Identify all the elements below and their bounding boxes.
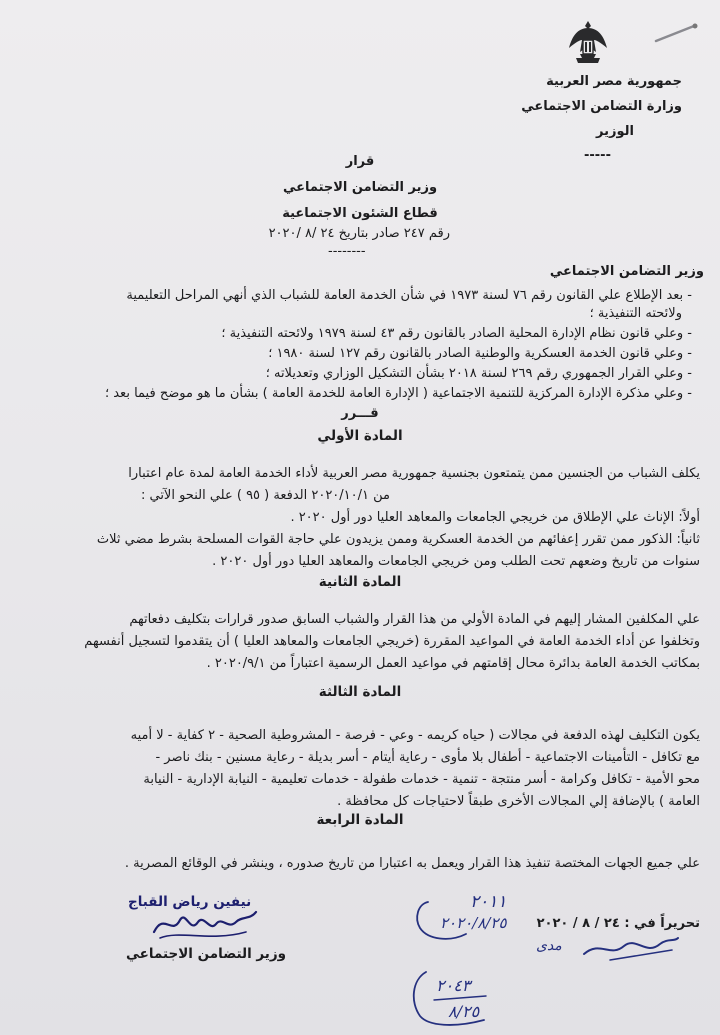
issue-date: تحريراً في : ٢٤ / ٨ / ٢٠٢٠ bbox=[536, 916, 700, 931]
decision-word: قرار bbox=[345, 154, 375, 169]
signer-name: نيفين رياض القباج bbox=[128, 894, 252, 910]
handwritten-note-1: ٢٠١١ bbox=[470, 892, 507, 912]
article-1-line-1: يكلف الشباب من الجنسين ممن يتمتعون بجنسية جمهورية مصر العربية لأداء الخدمة العامة لمدة عام اعتبارا bbox=[128, 466, 700, 481]
preamble-item-1-cont: ولائحته التنفيذية ؛ bbox=[589, 306, 682, 321]
preamble-item-3: - وعلي قانون الخدمة العسكرية والوطنية الصادر بالقانون رقم ١٢٧ لسنة ١٩٨٠ ؛ bbox=[268, 346, 692, 361]
article-1-title: المادة الأولي bbox=[317, 428, 403, 444]
article-1-line-4: ثانياً: الذكور ممن تقرر إعفائهم من الخدمة العسكرية وممن يزيدون علي حاجة القوات المسلحة بشرط مضي ثلاث bbox=[96, 532, 700, 547]
article-4-line-1: علي جميع الجهات المختصة تنفيذ هذا القرار ويعمل به اعتبارا من تاريخ صدوره ، وينشر في الوقائع المصرية . bbox=[124, 856, 700, 871]
article-1-line-2: من ٢٠٢٠/١٠/١ الدفعة ( ٩٥ ) علي النحو الآتي : bbox=[140, 488, 390, 503]
preamble-item-5: - وعلي مذكرة الإدارة المركزية للتنمية الاجتماعية ( الإدارة العامة للخدمة العامة ) بشأن ما هو موضح فيما بعد ؛ bbox=[104, 386, 692, 401]
decision-sector: قطاع الشئون الاجتماعية bbox=[282, 206, 438, 221]
preamble-item-1: - بعد الإطلاع علي القانون رقم ٧٦ لسنة ١٩٧٣ في شأن الخدمة العامة للشباب الذي أنهي المراحل التعليمية bbox=[126, 288, 692, 303]
article-1-line-5: سنوات من تاريخ وضعهم تحت الطلب ومن خريجي الجامعات والمعاهد العليا دور أول ٢٠٢٠ . bbox=[212, 554, 700, 569]
preamble-decided: قـــرر bbox=[341, 406, 379, 421]
handwritten-note-5: ٨/٢٥ bbox=[448, 1002, 480, 1021]
signer-title: وزير التضامن الاجتماعي bbox=[126, 946, 287, 962]
signature-icon bbox=[150, 902, 260, 946]
header-divider: ----- bbox=[584, 148, 611, 163]
header-office: الوزير bbox=[596, 124, 634, 139]
article-3-line-3: محو الأمية - تكافل وكرامة - أسر منتجة - تنمية - خدمات طفولة - خدمات تعليمية - النيابة الإدارية - النيابة bbox=[143, 772, 700, 787]
preamble-minister: وزير التضامن الاجتماعي bbox=[549, 264, 704, 279]
header-country: جمهورية مصر العربية bbox=[546, 74, 682, 89]
article-3-title: المادة الثالثة bbox=[318, 684, 402, 700]
article-1-line-3: أولاً: الإناث علي الإطلاق من خريجي الجامعات والمعاهد العليا دور أول ٢٠٢٠ . bbox=[290, 510, 700, 525]
article-3-line-4: العامة ) بالإضافة إلي المجالات الأخرى طبقاً لاحتياجات كل محافظة . bbox=[337, 794, 700, 809]
paperclip-icon bbox=[654, 22, 700, 44]
article-3-line-1: يكون التكليف لهذه الدفعة في مجالات ( حياه كريمه - وعي - فرصة - المشروطية الصحية - ٢ كفاية - لا أميه bbox=[130, 728, 700, 743]
decision-number: رقم ٢٤٧ صادر بتاريخ ٢٤ /٨ /٢٠٢٠ bbox=[268, 226, 450, 241]
handwritten-note-3: مدى bbox=[536, 938, 562, 954]
preamble-item-4: - وعلي القرار الجمهوري رقم ٢٦٩ لسنة ٢٠١٨ بشأن التشكيل الوزاري وتعديلاته ؛ bbox=[265, 366, 692, 381]
header-ministry: وزارة التضامن الاجتماعي bbox=[521, 99, 682, 114]
decision-minister: وزير التضامن الاجتماعي bbox=[282, 180, 438, 195]
eagle-emblem-icon bbox=[566, 18, 610, 70]
article-3-line-2: مع تكافل - التأمينات الاجتماعية - أطفال بلا مأوى - رعاية أيتام - أسر بديلة - رعاية مسنين - بنك ناصر - bbox=[155, 750, 700, 765]
handwritten-note-2: ٢٠٢٠/٨/٢٥ bbox=[440, 914, 507, 932]
decision-divider: -------- bbox=[328, 244, 366, 259]
article-2-line-3: بمكاتب الخدمة العامة بدائرة محال إقامتهم في مواعيد العمل الرسمية اعتباراً من ٢٠٢٠/٩/١ . bbox=[206, 656, 700, 671]
article-2-line-1: علي المكلفين المشار إليهم في المادة الأولي من هذا القرار والشباب السابق صدور قرارات بتكليف دفعاتهم bbox=[129, 612, 700, 627]
preamble-item-2: - وعلي قانون نظام الإدارة المحلية الصادر بالقانون رقم ٤٣ لسنة ١٩٧٩ ولائحته التنفيذية ؛ bbox=[221, 326, 692, 341]
article-2-title: المادة الثانية bbox=[318, 574, 402, 590]
article-2-line-2: وتخلفوا عن أداء الخدمة العامة في المواعيد المقررة (خريجي الجامعات والمعاهد العليا ) أن يتقدموا لتسجيل أنفسهم bbox=[84, 634, 700, 649]
date-signature-icon bbox=[580, 930, 680, 966]
handwritten-bracket-icon bbox=[406, 966, 496, 1030]
handwritten-loop-icon bbox=[410, 894, 490, 954]
article-4-title: المادة الرابعة bbox=[316, 812, 404, 828]
handwritten-note-4: ٢٠٤٣ bbox=[436, 976, 471, 995]
